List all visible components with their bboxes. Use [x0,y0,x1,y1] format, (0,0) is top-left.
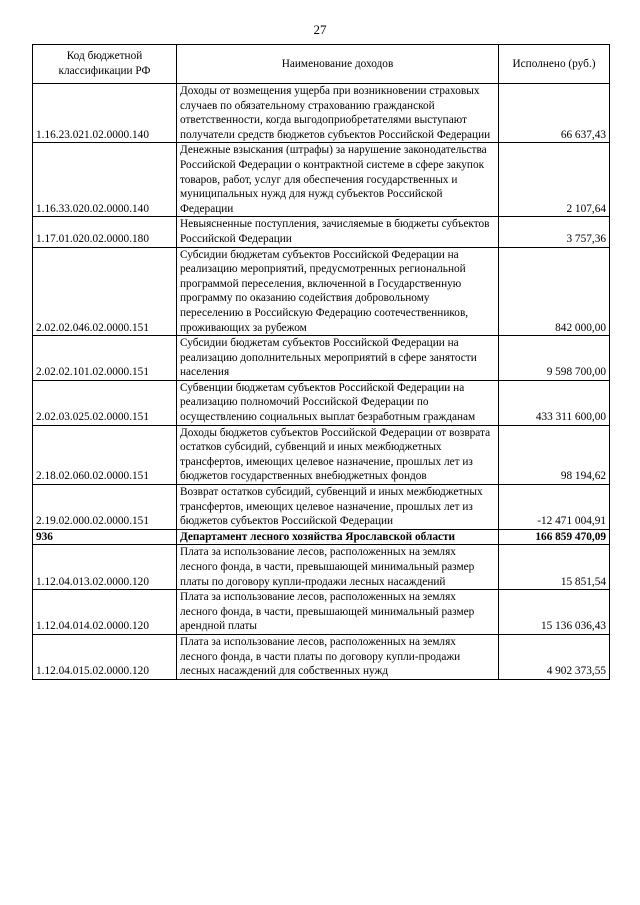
table-row [33,634,610,679]
header-code: Код бюджетной классификации РФ [33,45,177,84]
revenue-table [32,44,610,680]
row-amount: 15 851,54 [499,545,610,590]
row-code: 2.18.02.060.02.0000.151 [33,425,177,484]
row-name: Субсидии бюджетам субъектов Российской Федерации на реализацию дополнительных мероприятий в сфере занятости населения [177,336,499,381]
table-row [33,380,610,425]
row-code: 2.02.02.046.02.0000.151 [33,247,177,336]
table-row [33,529,610,545]
row-amount: 98 194,62 [499,425,610,484]
table-row [33,590,610,635]
row-name: Доходы бюджетов субъектов Российской Федерации от возврата остатков субсидий, субвенций и иных межбюджетных трансфертов, имеющих целевое назначение, прошлых лет из бюджетов государственных внебюджетных фондов [177,425,499,484]
row-name: Доходы от возмещения ущерба при возникновении страховых случаев по обязательному страхованию гражданской ответственности, когда выгодоприобретателями выступают получатели средств бюджетов субъектов Российской Федерации [177,84,499,143]
row-code: 936 [33,529,177,545]
table-row [33,485,610,530]
table-row [33,336,610,381]
row-code: 1.12.04.015.02.0000.120 [33,634,177,679]
row-name: Возврат остатков субсидий, субвенций и иных межбюджетных трансфертов, имеющих целевое назначение, прошлых лет из бюджетов субъектов Российской Федерации [177,485,499,530]
row-code: 1.16.23.021.02.0000.140 [33,84,177,143]
row-name: Денежные взыскания (штрафы) за нарушение законодательства Российской Федерации о контрактной системе в сфере закупок товаров, работ, услуг для обеспечения государственных и муниципальных нужд для нужд субъектов Российской Федерации [177,143,499,217]
table-row [33,545,610,590]
row-amount: 4 902 373,55 [499,634,610,679]
row-code: 1.16.33.020.02.0000.140 [33,143,177,217]
row-name: Плата за использование лесов, расположенных на землях лесного фонда, в части платы по договору купли-продажи лесных насаждений для собственных нужд [177,634,499,679]
row-code: 2.02.03.025.02.0000.151 [33,380,177,425]
row-amount: 15 136 036,43 [499,590,610,635]
row-amount: 842 000,00 [499,247,610,336]
header-amount: Исполнено (руб.) [499,45,610,84]
page-number: 27 [313,22,327,37]
row-amount: 66 637,43 [499,84,610,143]
row-name: Субсидии бюджетам субъектов Российской Федерации на реализацию мероприятий, предусмотренных региональной программой переселения, включенной в Государственную программу по оказанию содействия добровольному переселению в Российскую Федерацию соотечественников, проживающих за рубежом [177,247,499,336]
row-amount: -12 471 004,91 [499,485,610,530]
table-row [33,84,610,143]
row-code: 1.12.04.013.02.0000.120 [33,545,177,590]
row-code: 1.17.01.020.02.0000.180 [33,217,177,247]
table-row [33,217,610,247]
row-name: Субвенции бюджетам субъектов Российской Федерации на реализацию полномочий Российской Федерации по осуществлению социальных выплат безработным гражданам [177,380,499,425]
table-row [33,143,610,217]
row-amount: 9 598 700,00 [499,336,610,381]
header-name: Наименование доходов [177,45,499,84]
row-name: Плата за использование лесов, расположенных на землях лесного фонда, в части, превышающей минимальный размер арендной платы [177,590,499,635]
row-code: 1.12.04.014.02.0000.120 [33,590,177,635]
row-name: Невыясненные поступления, зачисляемые в бюджеты субъектов Российской Федерации [177,217,499,247]
row-name: Департамент лесного хозяйства Ярославской области [177,529,499,545]
row-amount: 3 757,36 [499,217,610,247]
row-amount: 166 859 470,09 [499,529,610,545]
row-code: 2.02.02.101.02.0000.151 [33,336,177,381]
table-row [33,425,610,484]
row-amount: 2 107,64 [499,143,610,217]
table-header-row [33,45,610,84]
row-name: Плата за использование лесов, расположенных на землях лесного фонда, в части, превышающей минимальный размер платы по договору купли-продажи лесных насаждений [177,545,499,590]
row-code: 2.19.02.000.02.0000.151 [33,485,177,530]
table-row [33,247,610,336]
row-amount: 433 311 600,00 [499,380,610,425]
